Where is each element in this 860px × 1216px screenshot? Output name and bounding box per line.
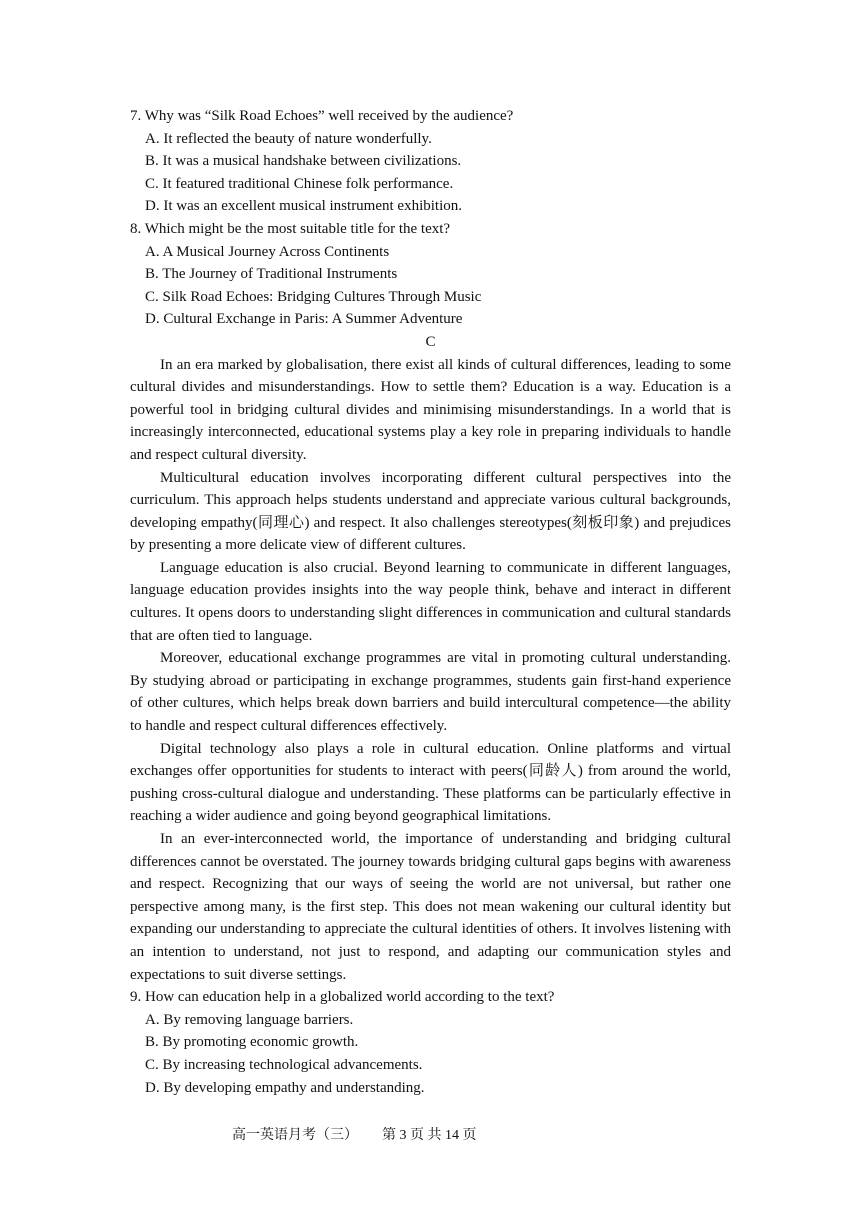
question-stem: 8. Which might be the most suitable title for the text? xyxy=(130,220,451,237)
passage-paragraph: Multicultural education involves incorporating different cultural perspectives into the curriculum. This approach helps students understand and appreciate various cultural backgrounds, developing empathy(同理心) and respect. It also challenges stereotypes(刻板印象) and prejudices by presenting a more delicate view of different cultures. xyxy=(130,469,731,554)
question-8 xyxy=(130,218,731,331)
question-stem: 9. How can education help in a globalized world according to the text? xyxy=(130,989,555,1006)
option-b: B. It was a musical handshake between civilizations. xyxy=(145,153,462,170)
option-c: C. Silk Road Echoes: Bridging Cultures Through Music xyxy=(145,288,482,305)
passage-paragraph: In an era marked by globalisation, there exist all kinds of cultural differences, leading to some cultural divides and misunderstandings. How to settle them? Education is a way. Education is a powerful tool in bridging cultural divides and minimising misunderstandings. In a world that is increasingly interconnected, educational systems play a key role in preparing individuals to handle and respect cultural diversity. xyxy=(130,356,731,463)
passage-c xyxy=(130,354,731,987)
question-9 xyxy=(130,986,731,1099)
option-d: D. It was an excellent musical instrument exhibition. xyxy=(145,198,463,215)
passage-paragraph: Digital technology also plays a role in cultural education. Online platforms and virtual exchanges offer opportunities for students to interact with peers(同龄人) from around the world, pushing cross-cultural dialogue and understanding. These platforms can be particularly effective in reaching a wider audience and going beyond geographical limitations. xyxy=(130,740,731,825)
question-stem: 7. Why was “Silk Road Echoes” well received by the audience? xyxy=(130,108,514,124)
question-7 xyxy=(130,105,731,218)
passage-paragraph: Moreover, educational exchange programmes are vital in promoting cultural understanding. By studying abroad or participating in exchange programmes, students gain first-hand experience of other cultures, which helps break down barriers and build intercultural competence—the ability to handle and respect cultural differences effectively. xyxy=(130,650,731,735)
option-a: A. It reflected the beauty of nature wonderfully. xyxy=(145,130,432,147)
option-b: B. By promoting economic growth. xyxy=(145,1034,359,1051)
passage-paragraph: In an ever-interconnected world, the importance of understanding and bridging cultural differences cannot be overstated. The journey towards bridging cultural gaps begins with awareness and respect. Recognizing that our ways of seeing the world are not universal, but rather one perspective among many, is the first step. This does not mean wakening our cultural identity but expanding our understanding to appreciate the cultural identities of others. It involves listening with an intention to understand, not just to respond, and adapting our communication styles and expectations to suit diverse settings. xyxy=(130,831,731,983)
option-b: B. The Journey of Traditional Instruments xyxy=(145,266,398,283)
page-number: 第 3 页 共 14 页 xyxy=(382,1128,477,1143)
option-d: D. By developing empathy and understanding. xyxy=(145,1079,425,1096)
option-d: D. Cultural Exchange in Paris: A Summer Adventure xyxy=(145,311,463,328)
option-a: A. By removing language barriers. xyxy=(145,1011,354,1028)
option-c: C. By increasing technological advancements. xyxy=(145,1056,423,1073)
page-content xyxy=(130,105,731,1099)
option-a: A. A Musical Journey Across Continents xyxy=(145,243,390,260)
option-c: C. It featured traditional Chinese folk performance. xyxy=(145,175,454,192)
exam-name: 高一英语月考（三） xyxy=(232,1128,358,1143)
passage-paragraph: Language education is also crucial. Beyond learning to communicate in different languages, language education provides insights into the way people think, behave and interact in different cultures. It opens doors to understanding slight differences in communication and cultural standards that are often tied to language. xyxy=(130,559,731,644)
section-heading: C xyxy=(425,333,436,350)
